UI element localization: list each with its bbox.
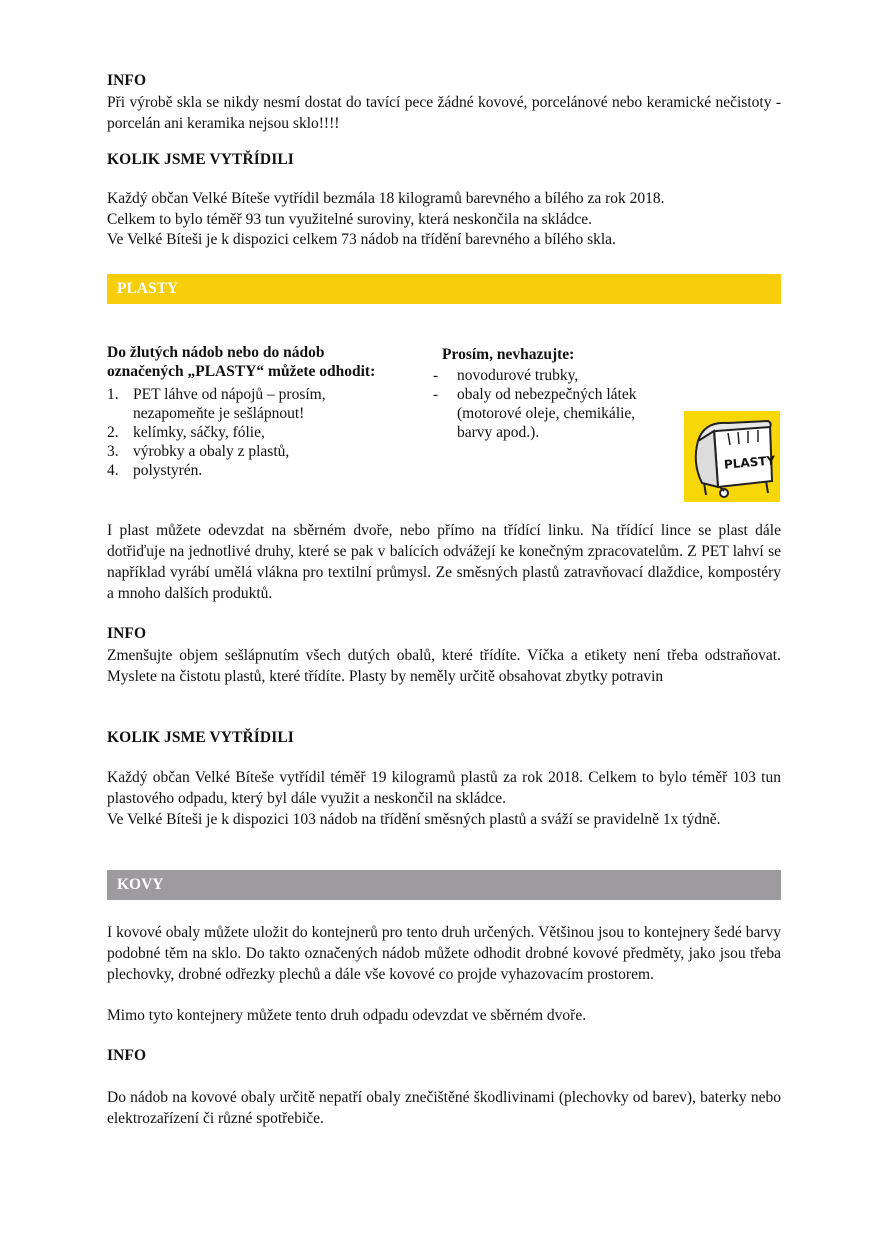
plasty-stats-text2: Ve Velké Bíteši je k dispozici 103 nádob na třídění směsných plastů a sváží se pravidelně 1x týdně. xyxy=(107,811,721,828)
plasty-section-bar xyxy=(107,274,781,304)
plasty-denied-title: Prosím, nevhazujte: xyxy=(442,346,575,363)
list-item: 4. polystyrén. xyxy=(107,462,203,479)
glass-info-heading: INFO xyxy=(107,72,147,89)
plasty-stats-heading: KOLIK JSME VYTŘÍDILI xyxy=(107,729,294,746)
list-item: 3. výrobky a obaly z plastů, xyxy=(107,443,290,460)
plasty-allowed-title-line2: označených „PLASTY“ můžete odhodit: xyxy=(107,363,376,380)
kovy-paragraph: I kovové obaly můžete uložit do kontejnerů pro tento druh určených. Většinou jsou to kontejnery šedé barvy podobné těm na sklo. Do takto označených nádob můžete odhodit drobné kovové předměty, jako jsou třeba plechovky, drobné odřezky plechů a dále vše kovové co projde vyhazovacím prostorem. xyxy=(107,924,781,983)
plasty-section-title: PLASTY xyxy=(117,280,179,297)
glass-info-text: Při výrobě skla se nikdy nesmí dostat do tavící pece žádné kovové, porcelánové nebo keramické nečistoty - porcelán ani keramika nejsou sklo!!!! xyxy=(107,94,781,132)
plasty-allowed-list xyxy=(107,385,427,480)
svg-text:PLASTY: PLASTY xyxy=(723,453,776,472)
plasty-denied-list xyxy=(433,366,683,442)
kovy-info-text: Do nádob na kovové obaly určitě nepatří obaly znečištěné škodlivinami (plechovky od barev), baterky nebo elektrozařízení či různé spotřebiče. xyxy=(107,1089,781,1127)
glass-stats-line3: Ve Velké Bíteši je k dispozici celkem 73 nádob na třídění barevného a bílého skla. xyxy=(107,231,616,248)
kovy-paragraph2: Mimo tyto kontejnery můžete tento druh odpadu odevzdat ve sběrném dvoře. xyxy=(107,1007,587,1024)
list-item: - novodurové trubky, xyxy=(433,367,579,384)
kovy-section-bar xyxy=(107,870,781,900)
plasty-paragraph: I plast můžete odevzdat na sběrném dvoře, nebo přímo na třídící linku. Na třídící lince se plast dále dotřiďuje na jednotlivé druhy, které se pak v balících odvážejí ke konečným zpracovatelům. Z PET lahví se například vyrábí umělá vlákna pro textilní průmysl. Ze směsných plastů zatravňovací dlaždice, kompostéry a mnoho dalších produktů. xyxy=(107,522,781,602)
list-item: 2. kelímky, sáčky, fólie, xyxy=(107,424,265,441)
glass-stats-line1: Každý občan Velké Bíteše vytřídil bezmála 18 kilogramů barevného a bílého za rok 2018. xyxy=(107,190,665,207)
kovy-info-heading: INFO xyxy=(107,1047,147,1064)
kovy-section-title: KOVY xyxy=(117,876,164,893)
glass-stats-heading: KOLIK JSME VYTŘÍDILI xyxy=(107,151,294,168)
plasty-info-heading: INFO xyxy=(107,625,147,642)
plastic-bin-icon xyxy=(684,411,780,502)
plasty-info-text: Zmenšujte objem sešlápnutím všech dutých obalů, které třídíte. Víčka a etikety není třeba odstraňovat. Myslete na čistotu plastů, které třídíte. Plasty by neměly určitě obsahovat zbytky potravin xyxy=(107,647,781,685)
glass-stats-line2: Celkem to bylo téměř 93 tun využitelné suroviny, která neskončila na skládce. xyxy=(107,211,592,228)
plasty-allowed-title-line1: Do žlutých nádob nebo do nádob xyxy=(107,344,325,361)
plasty-stats-text1: Každý občan Velké Bíteše vytřídil téměř 19 kilogramů plastů za rok 2018. Celkem to bylo téměř 103 tun plastového odpadu, který byl dále využit a neskončil na skládce. xyxy=(107,769,781,807)
plasty-allowed-column xyxy=(107,343,427,480)
list-item: - obaly od nebezpečných látek (motorové oleje, chemikálie, barvy apod.). xyxy=(433,386,637,441)
plasty-denied-column xyxy=(433,345,683,442)
list-item: 1. PET láhve od nápojů – prosím, nezapomeňte je sešlápnout! xyxy=(107,386,326,422)
